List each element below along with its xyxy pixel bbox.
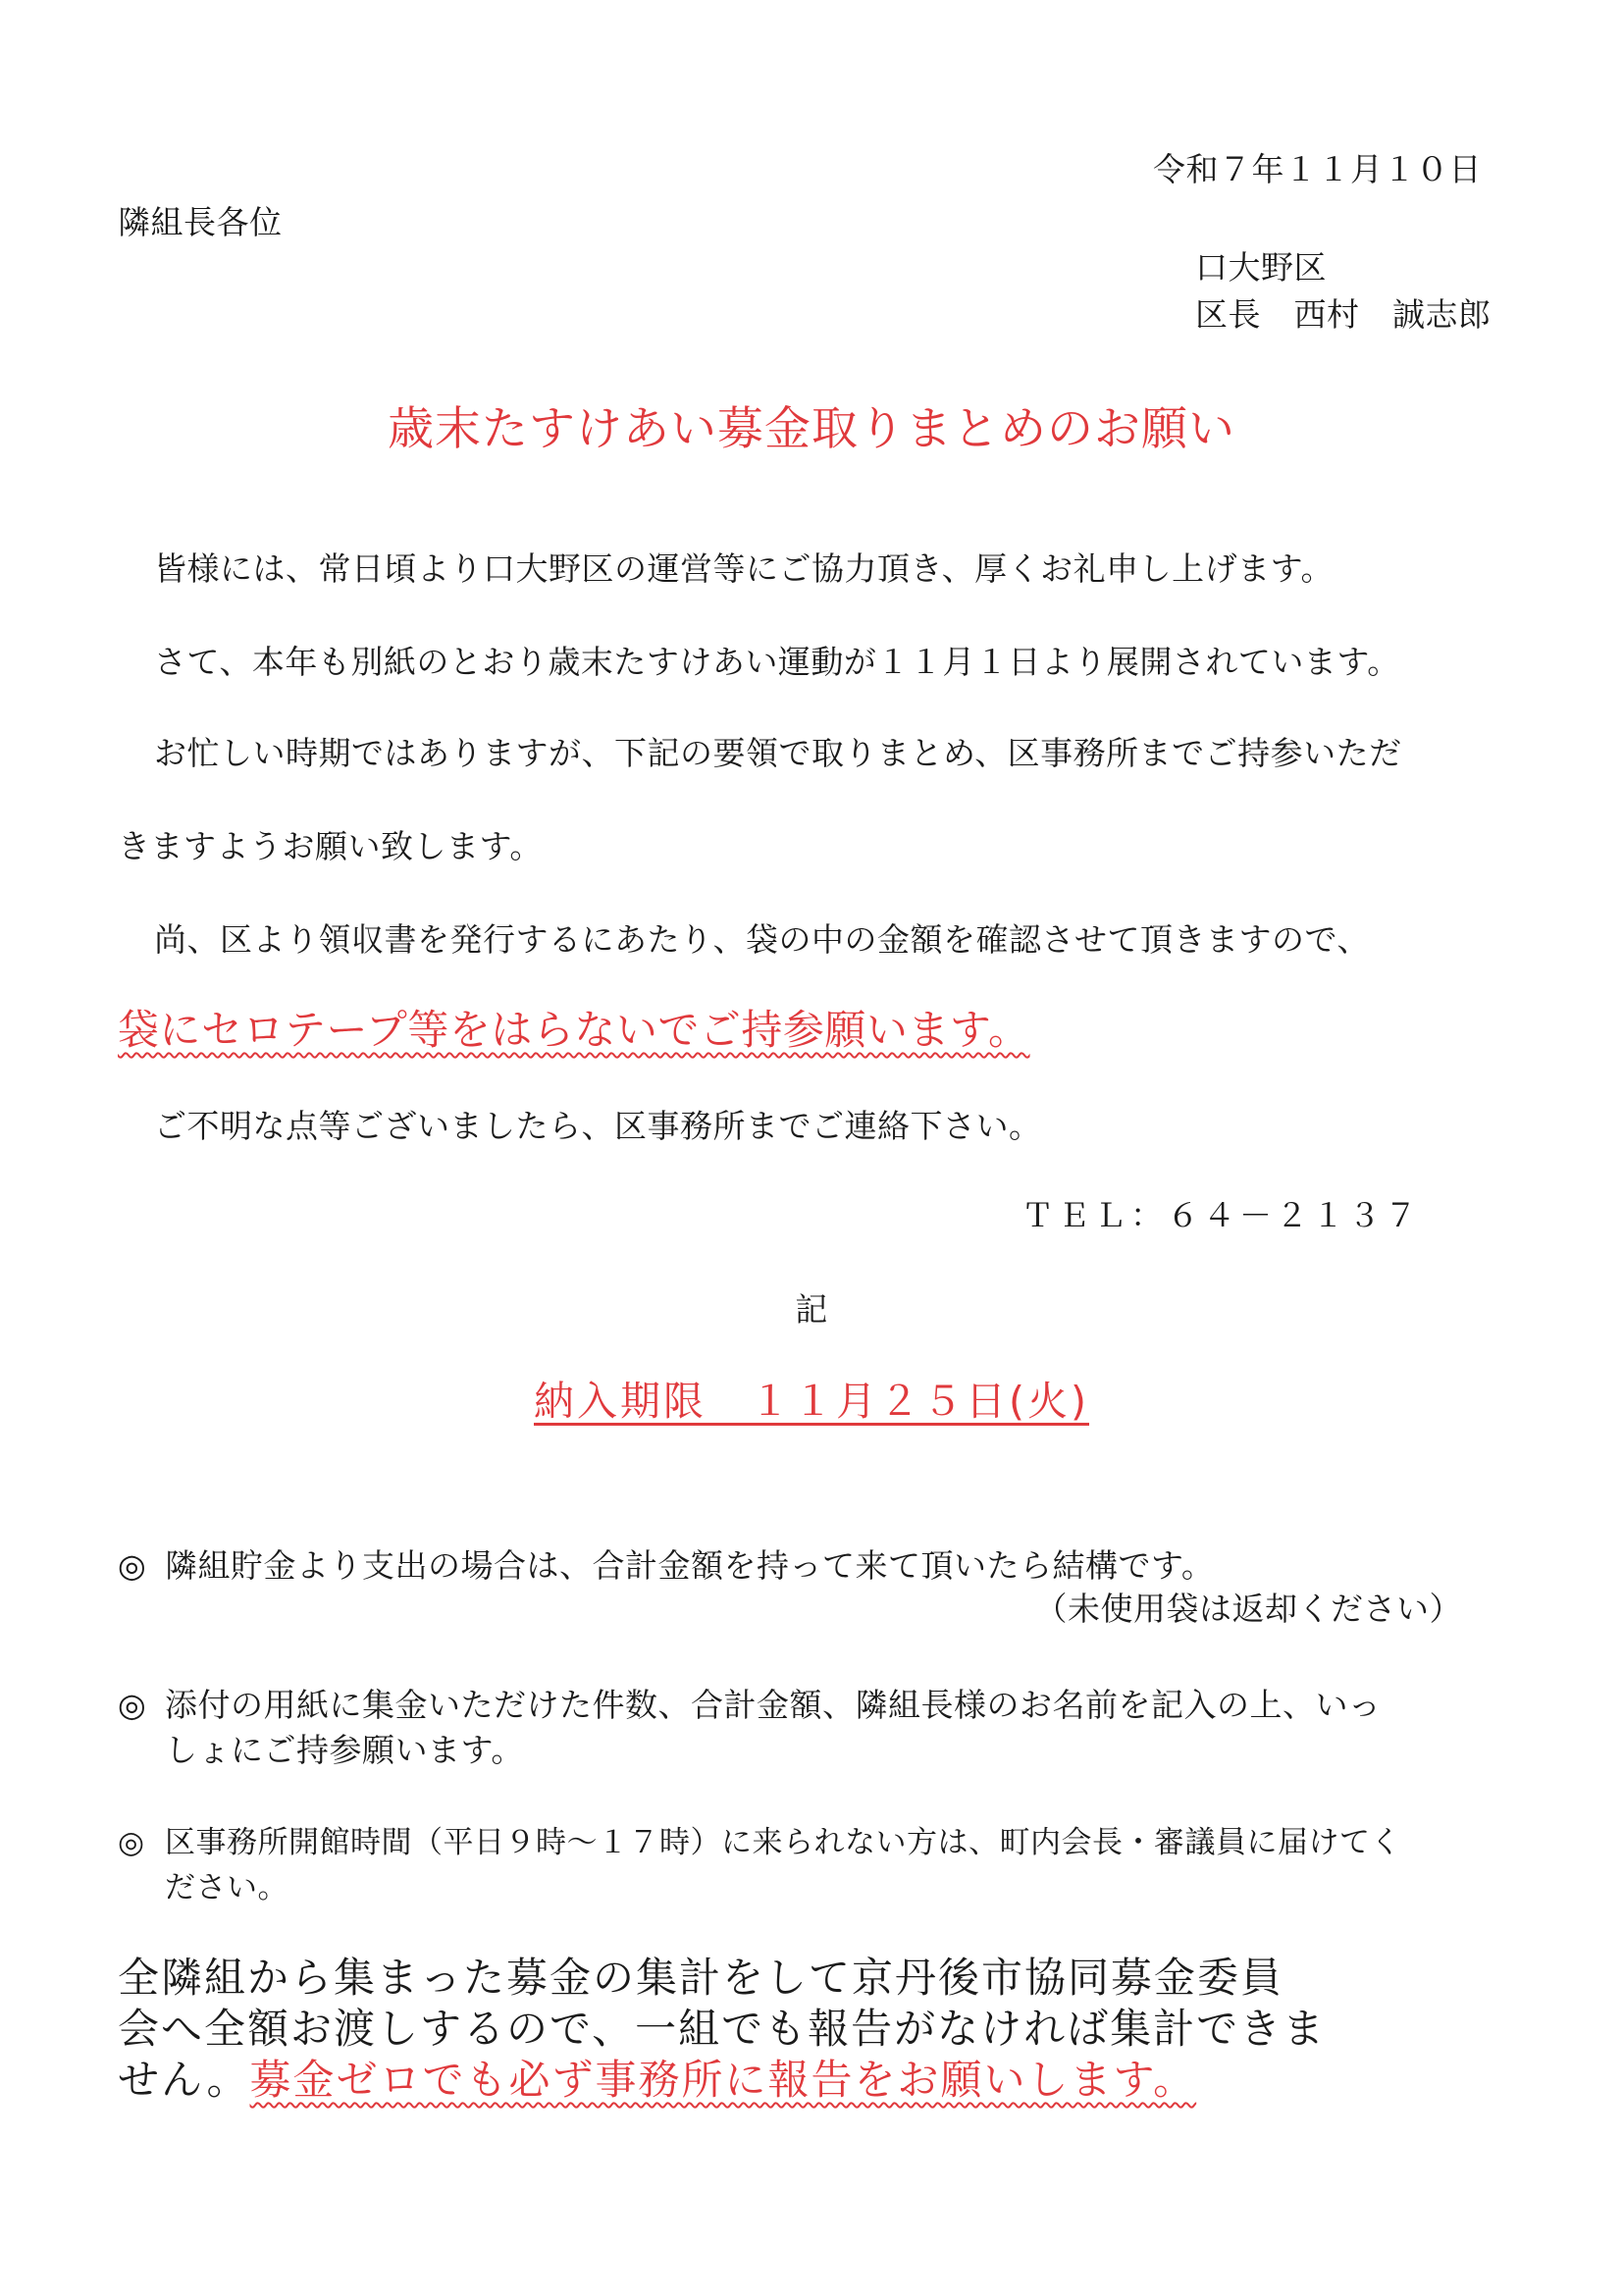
- note-2-symbol: ◎: [118, 1686, 147, 1724]
- closing-line-3: [118, 2055, 1196, 2106]
- document-title: 歳末たすけあい募金取りまとめのお願い: [388, 402, 1235, 456]
- closing-line-3-prefix: せん。: [118, 2056, 250, 2104]
- sender-organization: 口大野区: [1195, 248, 1327, 287]
- telephone-number: ＴＥＬ：６４－２１３７: [1021, 1196, 1421, 1234]
- note-1-line-2: （未使用袋は返却ください）: [1034, 1590, 1462, 1628]
- note-1-line-1: 隣組貯金より支出の場合は、合計金額を持って来て頂いたら結構です。: [165, 1546, 1215, 1585]
- body-paragraph-1: 皆様には、常日頃より口大野区の運営等にご協力頂き、厚くお礼申し上げます。: [154, 549, 1335, 588]
- body-paragraph-5: ご不明な点等ございましたら、区事務所までご連絡下さい。: [154, 1107, 1042, 1145]
- closing-line-2: 会へ全額お渡しするので、一組でも報告がなければ集計できま: [118, 2005, 1327, 2053]
- note-3-symbol: ◎: [118, 1825, 145, 1860]
- tape-warning-text: 袋にセロテープ等をはらないでご持参願います。: [118, 1006, 1030, 1054]
- body-paragraph-2: さて、本年も別紙のとおり歳末たすけあい運動が１１月１日より展開されています。: [154, 643, 1400, 681]
- addressee: 隣組長各位: [118, 203, 283, 241]
- sender-name: 区長 西村 誠志郎: [1195, 295, 1492, 334]
- document-date: 令和７年１１月１０日: [1153, 150, 1482, 188]
- body-paragraph-3-line-2: きますようお願い致します。: [118, 827, 543, 865]
- note-3-line-1: 区事務所開館時間（平日９時～１７時）に来られない方は、町内会長・審議員に届けてく: [165, 1825, 1401, 1860]
- closing-line-1: 全隣組から集まった募金の集計をして京丹後市協同募金委員: [118, 1954, 1284, 2002]
- body-paragraph-4: 尚、区より領収書を発行するにあたり、袋の中の金額を確認させて頂きますので、: [154, 920, 1370, 959]
- note-2-line-1: 添付の用紙に集金いただけた件数、合計金額、隣組長様のお名前を記入の上、いっ: [165, 1686, 1382, 1724]
- zero-report-emphasis: 募金ゼロでも必ず事務所に報告をお願いします。: [249, 2056, 1197, 2104]
- deadline-block: [0, 1374, 1623, 1429]
- note-3-line-2: ださい。: [165, 1870, 288, 1905]
- body-paragraph-3-line-1: お忙しい時期ではありますが、下記の要領で取りまとめ、区事務所までご持参いただ: [154, 734, 1402, 772]
- ki-heading: 記: [795, 1290, 828, 1329]
- note-1-symbol: ◎: [118, 1546, 147, 1585]
- tape-warning-emphasis: [118, 1005, 1030, 1056]
- note-2-line-2: しょにご持参願います。: [165, 1731, 524, 1769]
- deadline-text: 納入期限 １１月２５日(火): [534, 1378, 1089, 1425]
